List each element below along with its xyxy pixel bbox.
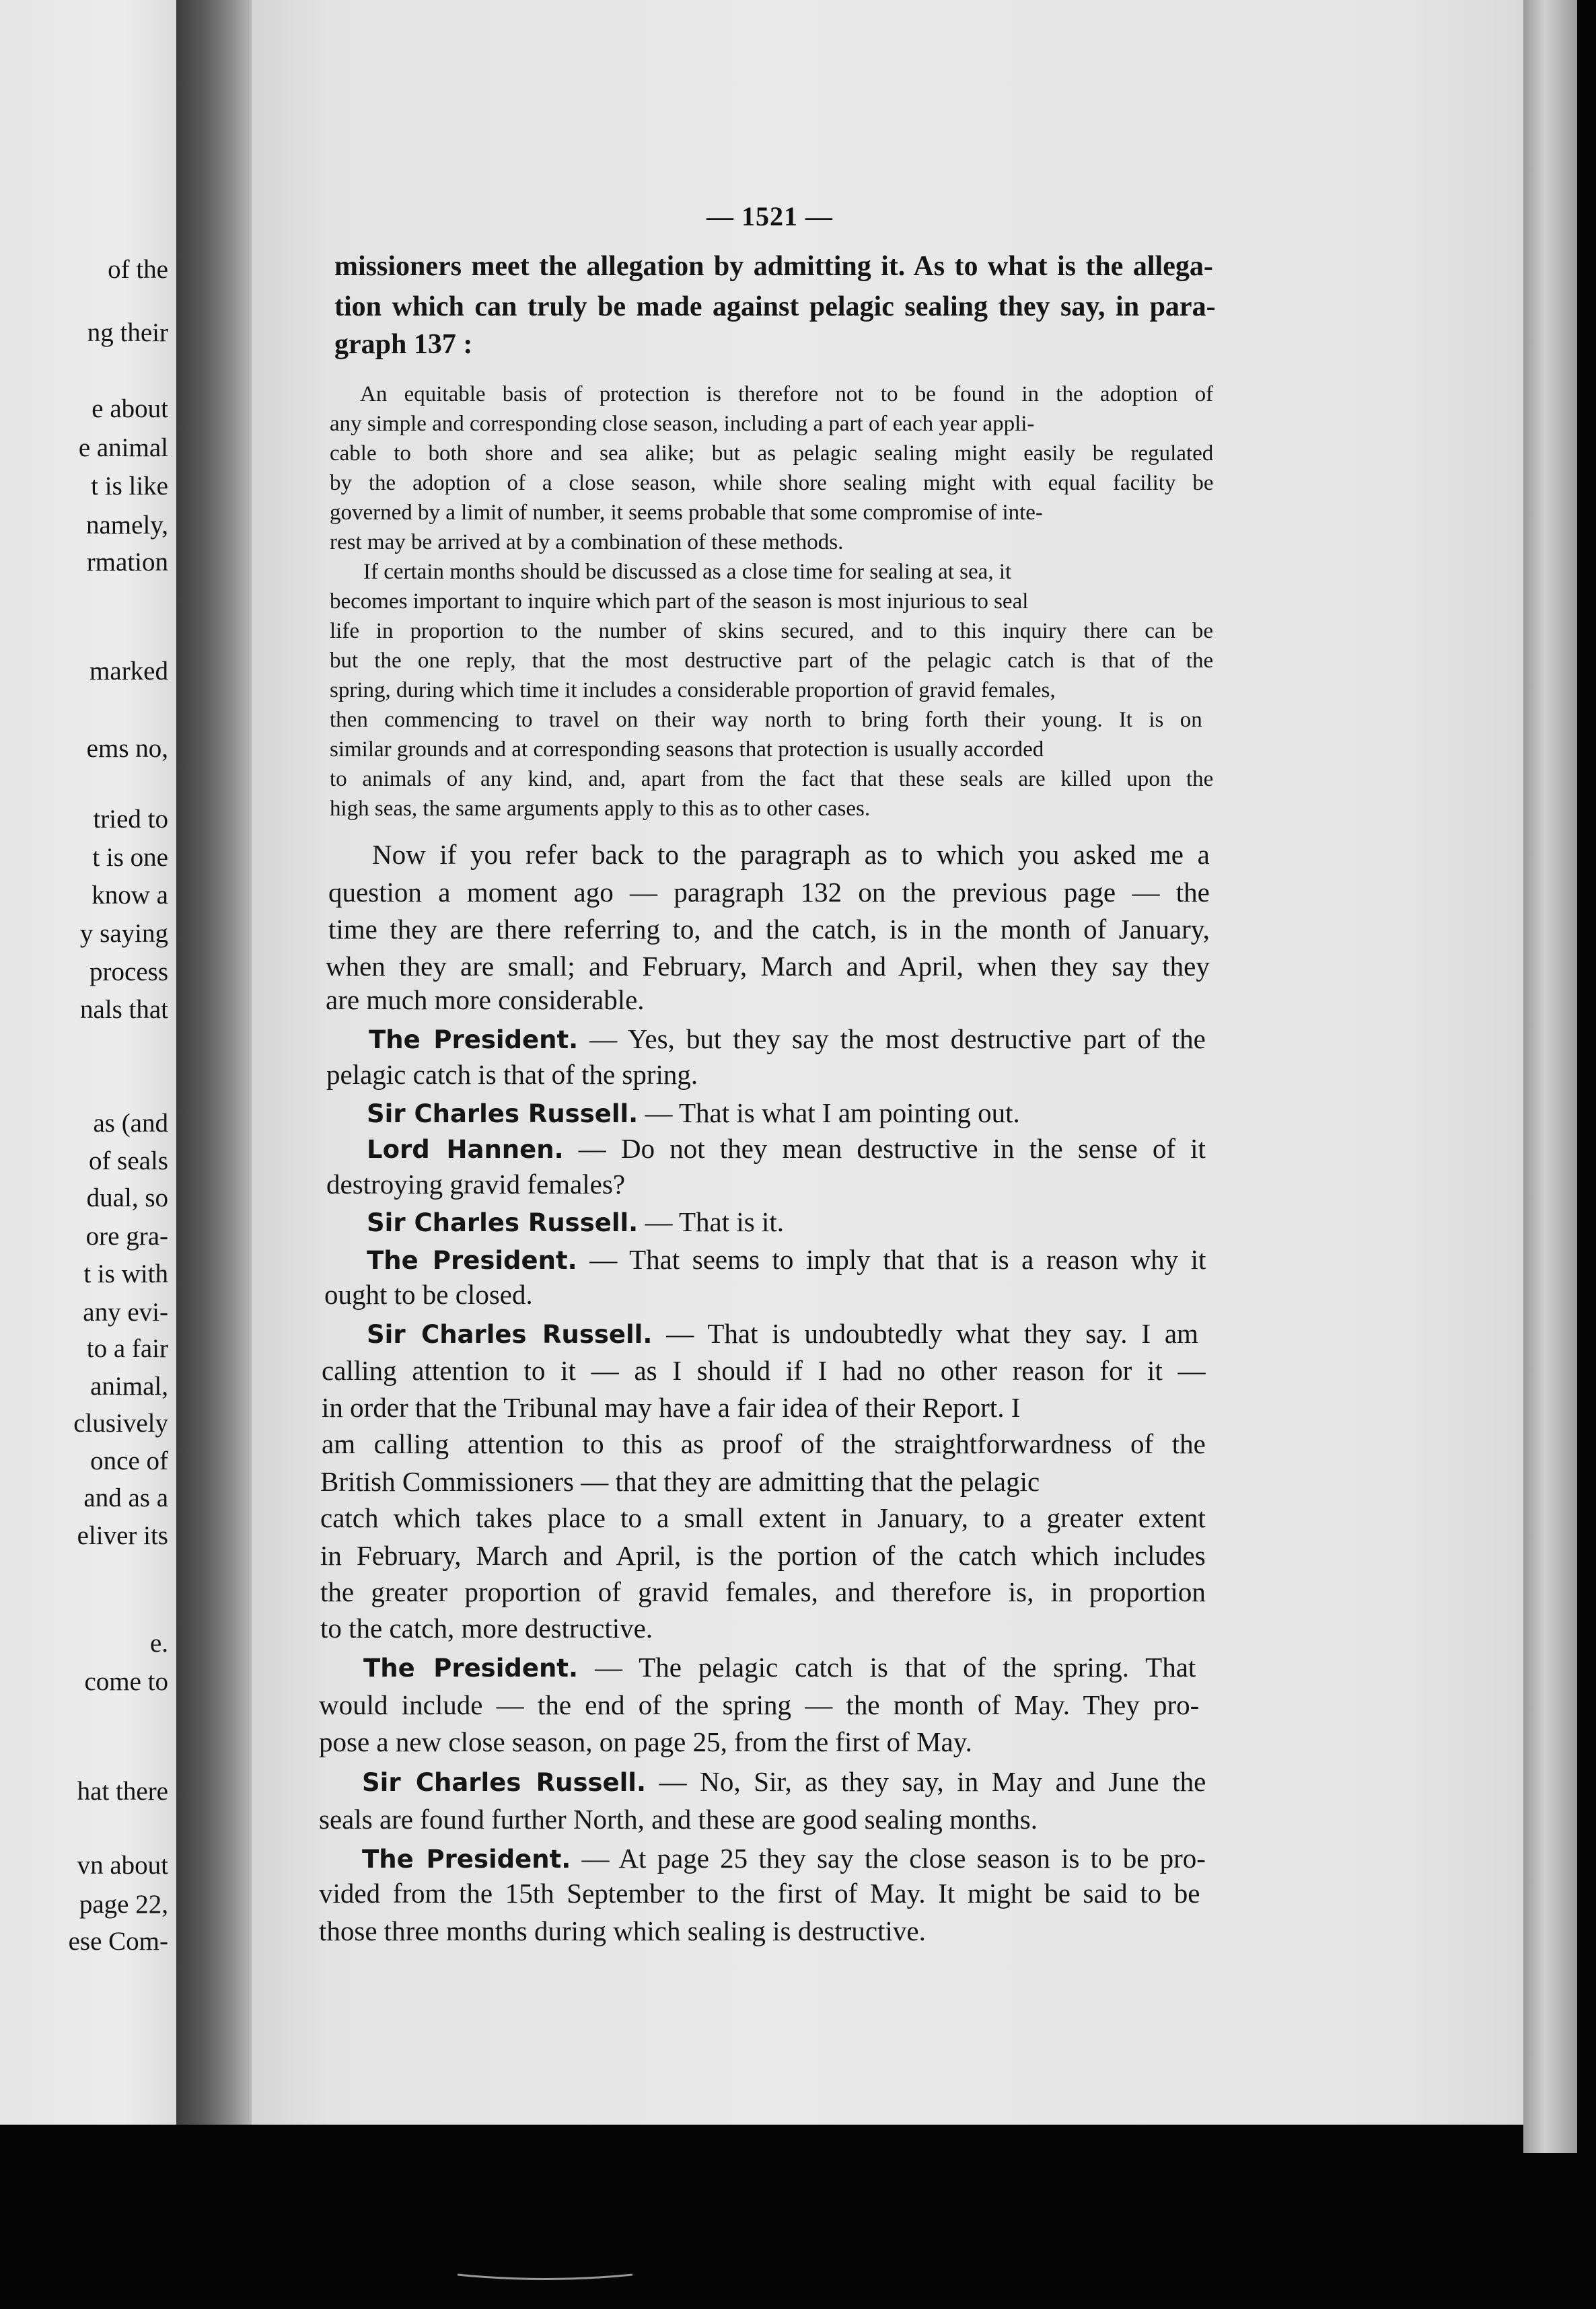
dialogue-continuation-line (320, 1576, 1206, 1608)
left-page-line: page 22, (79, 1890, 168, 1919)
speech-text: ought to be closed. (324, 1279, 533, 1310)
quoted-text-line: cable to both shore and sea alike; but as pelagic sealing might easily be regulated (330, 441, 1214, 466)
quoted-text-line: rest may be arrived at by a combination of these methods. (330, 530, 844, 554)
dialogue-continuation-line (326, 1168, 625, 1200)
page-edge (1523, 0, 1577, 2153)
speaker-name: Lord Hannen. (367, 1135, 564, 1164)
dialogue-continuation-line (320, 1612, 653, 1644)
left-page-line: ng their (87, 318, 168, 347)
left-page-line: namely, (85, 511, 168, 540)
dialogue-continuation-line (320, 1539, 1206, 1572)
left-page-line: come to (84, 1667, 168, 1696)
left-page-line: as (and (93, 1109, 168, 1138)
left-page-line: ese Com- (68, 1927, 168, 1956)
speech-text: British Commissioners — that they are admitting that the pelagic (320, 1466, 1040, 1497)
left-page-line: animal, (90, 1372, 168, 1401)
left-page-line: to a fair (86, 1334, 168, 1363)
left-page-line: e animal (78, 433, 168, 462)
speech-text: vided from the 15th September to the first of May. It might be said to be (319, 1878, 1200, 1909)
body-text-line: question a moment ago — paragraph 132 on the previous page — the (328, 877, 1210, 908)
dialogue-line (367, 1132, 1206, 1165)
body-text-line: time they are there referring to, and the catch, is in the month of January, (328, 914, 1210, 945)
dialogue-continuation-line (319, 1877, 1200, 1909)
intro-line: missioners meet the allegation by admitting it. As to what is the allega- (334, 251, 1213, 282)
left-page-line: tried to (93, 805, 168, 834)
speech-text: in February, March and April, is the portion of the catch which includes (320, 1540, 1206, 1571)
speech-text: in order that the Tribunal may have a fair idea of their Report. I (322, 1392, 1021, 1423)
speech-text: — That is it. (638, 1206, 785, 1237)
quoted-text-line: to animals of any kind, and, apart from the fact that these seals are killed upon the (330, 767, 1214, 791)
dialogue-line (363, 1651, 1196, 1683)
body-text-line: when they are small; and February, March and April, when they say they (326, 951, 1210, 982)
intro-line: tion which can truly be made against pelagic sealing they say, in para- (334, 291, 1216, 322)
left-page-line: t is with (83, 1259, 168, 1288)
speech-text: — That seems to imply that that is a reason why it (577, 1244, 1206, 1275)
quoted-text-line: If certain months should be discussed as a close time for sealing at sea, it (363, 560, 1012, 584)
left-page-line: marked (89, 657, 168, 686)
page-number: — 1521 — (706, 201, 833, 231)
speech-text: — The pelagic catch is that of the spring. That (578, 1652, 1196, 1683)
dialogue-continuation-line (319, 1803, 1038, 1835)
binding-gutter (176, 0, 252, 2125)
speech-text: — No, Sir, as they say, in May and June the (646, 1766, 1206, 1797)
speech-text: am calling attention to this as proof of the straightforwardness of the (322, 1428, 1206, 1459)
speaker-name: Sir Charles Russell. (367, 1099, 639, 1128)
dialogue-line (369, 1023, 1206, 1055)
dialogue-continuation-line (322, 1391, 1020, 1424)
speaker-name: The President. (362, 1845, 571, 1874)
left-page-line: nals that (79, 995, 168, 1024)
dialogue-continuation-line (322, 1428, 1206, 1460)
dialogue-line (362, 1842, 1206, 1874)
speech-text: seals are found further North, and these are good sealing months. (319, 1804, 1038, 1835)
left-page-line: once of (90, 1446, 168, 1475)
left-page-line: know a (92, 881, 168, 910)
speech-text: — That is undoubtedly what they say. I am (652, 1318, 1198, 1349)
intro-line: graph 137 : (334, 329, 473, 360)
dialogue-continuation-line (319, 1726, 972, 1758)
quoted-text-line: governed by a limit of number, it seems probable that some compromise of inte- (330, 501, 1043, 525)
speech-text: — That is what I am pointing out. (638, 1097, 1020, 1128)
left-page-line: t is one (92, 843, 168, 872)
speech-text: those three months during which sealing is destructive. (319, 1915, 926, 1946)
speaker-name: Sir Charles Russell. (367, 1320, 653, 1349)
speech-text: pose a new close season, on page 25, from the first of May. (319, 1726, 972, 1757)
speaker-name: The President. (367, 1246, 577, 1275)
dialogue-continuation-line (326, 1058, 698, 1091)
body-text-line: Now if you refer back to the paragraph as to which you asked me a (372, 839, 1210, 870)
left-page-line: eliver its (77, 1521, 168, 1550)
quoted-text-line: becomes important to inquire which part of the season is most injurious to seal (330, 589, 1029, 614)
speech-text: — Yes, but they say the most destructive part of the (578, 1023, 1206, 1054)
speech-text: would include — the end of the spring — the month of May. They pro- (319, 1689, 1200, 1720)
dialogue-line (362, 1765, 1206, 1798)
left-page-line: process (89, 957, 168, 986)
dialogue-line (367, 1243, 1206, 1276)
left-page-line: dual, so (86, 1183, 168, 1212)
quoted-text-line: life in proportion to the number of skins secured, and to this inquiry there can be (330, 619, 1214, 643)
quoted-text-line: any simple and corresponding close season, including a part of each year appli- (330, 412, 1035, 436)
speech-text: — At page 25 they say the close season is to be pro- (571, 1843, 1206, 1874)
left-page-line: ore gra- (85, 1222, 168, 1251)
speech-text: to the catch, more destructive. (320, 1613, 653, 1644)
dialogue-continuation-line (320, 1502, 1206, 1534)
speech-text: the greater proportion of gravid females, and therefore is, in proportion (320, 1576, 1206, 1607)
dialogue-continuation-line (319, 1915, 926, 1947)
dialogue-continuation-line (322, 1354, 1206, 1387)
quoted-text-line: similar grounds and at corresponding seasons that protection is usually accorded (330, 737, 1044, 762)
speech-text: calling attention to it — as I should if I had no other reason for it — (322, 1355, 1206, 1386)
speech-text: catch which takes place to a small extent in January, to a greater extent (320, 1502, 1206, 1533)
dialogue-continuation-line (324, 1278, 533, 1311)
binding-mark (458, 2273, 632, 2282)
speech-text: pelagic catch is that of the spring. (326, 1059, 698, 1090)
left-page-line: of the (108, 255, 168, 284)
left-page-line: e about (92, 394, 168, 423)
left-page-line: hat there (77, 1777, 168, 1806)
quoted-text-line: An equitable basis of protection is therefore not to be found in the adoption of (360, 382, 1214, 406)
speaker-name: The President. (369, 1025, 579, 1054)
dialogue-line (367, 1097, 1020, 1129)
quoted-text-line: spring, during which time it includes a considerable proportion of gravid females, (330, 678, 1056, 702)
dialogue-continuation-line (319, 1689, 1199, 1721)
speaker-name: Sir Charles Russell. (362, 1768, 647, 1797)
left-page-line: e. (149, 1629, 168, 1658)
left-page-line: t is like (91, 472, 168, 501)
left-page-line: clusively (73, 1409, 168, 1438)
left-page-line: any evi- (83, 1298, 168, 1327)
left-page-line: y saying (79, 919, 168, 948)
speech-text: destroying gravid females? (326, 1169, 626, 1200)
dialogue-line (367, 1317, 1198, 1350)
quoted-text-line: but the one reply, that the most destructive part of the pelagic catch is that of the (330, 649, 1214, 673)
dialogue-continuation-line (320, 1465, 1040, 1498)
left-page-line: vn about (77, 1851, 168, 1880)
left-page-line: ems no, (86, 734, 168, 763)
left-page-line: rmation (86, 548, 168, 577)
speaker-name: Sir Charles Russell. (367, 1208, 639, 1237)
left-page-line: of seals (88, 1146, 168, 1175)
body-text-line: are much more considerable. (326, 984, 645, 1015)
left-page-line: and as a (83, 1483, 168, 1512)
quoted-text-line: by the adoption of a close season, while shore sealing might with equal facility be (330, 471, 1214, 495)
previous-page-fragment (0, 0, 176, 2125)
quoted-text-line: then commencing to travel on their way north to bring forth their young. It is on (330, 708, 1202, 732)
quoted-text-line: high seas, the same arguments apply to this as to other cases. (330, 797, 871, 821)
speech-text: — Do not they mean destructive in the sense of it (563, 1133, 1206, 1164)
speaker-name: The President. (363, 1654, 579, 1683)
dialogue-line (367, 1206, 784, 1238)
